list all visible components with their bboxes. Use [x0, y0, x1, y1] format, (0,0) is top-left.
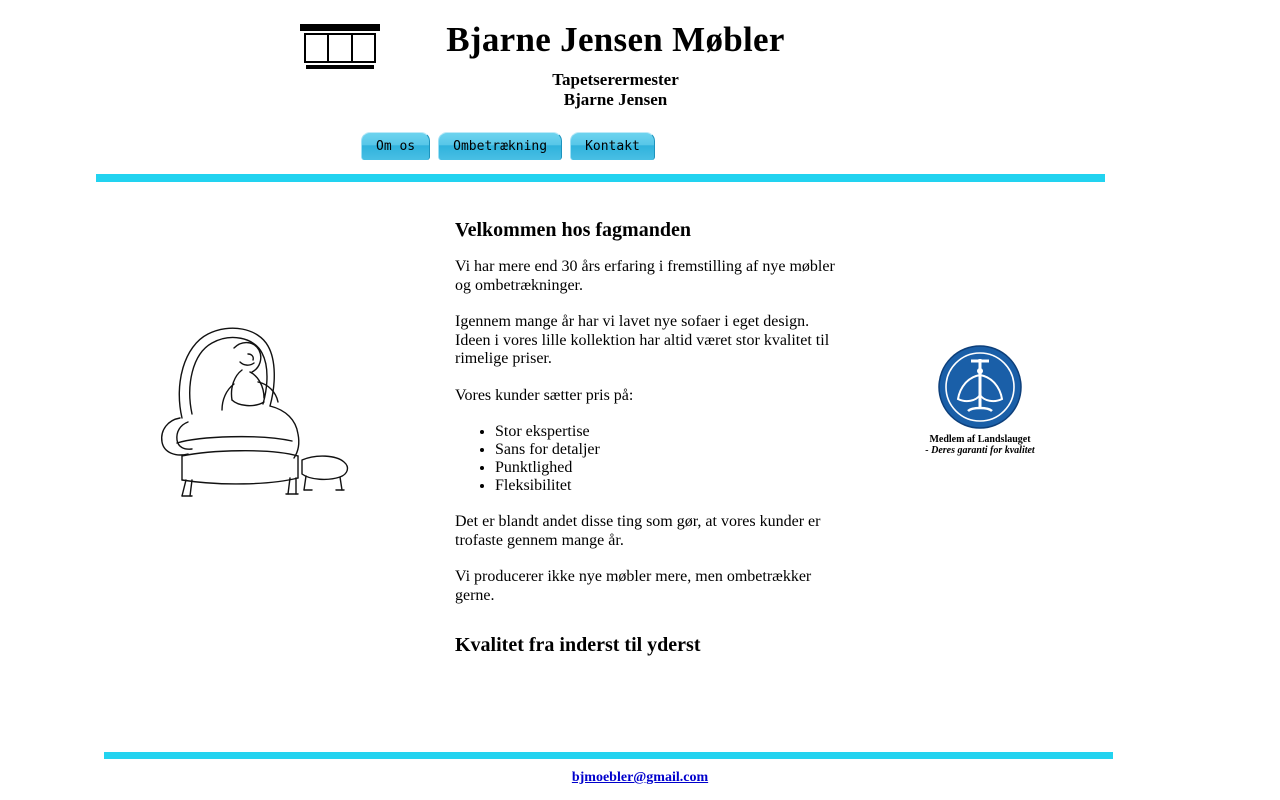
guild-seal-icon — [938, 345, 1022, 429]
main-content — [0, 190, 1280, 750]
list-item: • Sans for detaljer — [495, 441, 845, 459]
article-paragraph-4: Det er blandt andet disse ting som gør, at vores kunder er trofaste gennem mange år. — [455, 513, 821, 549]
article-paragraph-1: Vi har mere end 30 års erfaring i fremstilling af nye møbler og ombetrækninger. — [455, 258, 835, 294]
article-subheading: Kvalitet fra inderst til yderst — [455, 634, 701, 656]
email-link[interactable]: bjmoebler@gmail.com — [571, 770, 709, 785]
page-subtitle-profession: Tapetserermester — [552, 70, 679, 89]
main-navigation — [361, 132, 655, 160]
title-block — [0, 18, 1231, 110]
nav-item-ombetraekning[interactable]: Ombetrækning — [438, 132, 562, 160]
list-item: • Punktlighed — [495, 459, 845, 477]
page-subtitle-name: Bjarne Jensen — [563, 90, 668, 109]
guild-badge-caption — [880, 434, 1080, 456]
list-item: • Fleksibilitet — [495, 477, 845, 495]
footer-divider — [104, 752, 1113, 759]
site-header — [0, 0, 1280, 154]
page-title: Bjarne Jensen Møbler — [446, 20, 785, 59]
list-item: • Stor ekspertise — [495, 423, 845, 441]
header-divider — [96, 174, 1105, 182]
nav-item-om-os[interactable]: Om os — [361, 132, 430, 160]
footer — [0, 770, 1280, 786]
nav-item-kontakt[interactable]: Kontakt — [570, 132, 655, 160]
article-paragraph-3: Vores kunder sætter pris på: — [455, 386, 634, 404]
armchair-sketch-icon — [130, 310, 370, 510]
guild-caption-line-2: - Deres garanti for kvalitet — [925, 445, 1035, 456]
article-paragraph-2: Igennem mange år har vi lavet nye sofaer i eget design. Ideen i vores lille kollektion har altid været stor kvalitet til rimelige priser. — [455, 313, 830, 367]
guild-caption-line-1: Medlem af Landslauget — [929, 434, 1031, 445]
article-paragraph-5: Vi producerer ikke nye møbler mere, men ombetrækker gerne. — [455, 568, 812, 604]
article-body — [455, 218, 845, 657]
qualities-list — [455, 423, 845, 495]
article-heading: Velkommen hos fagmanden — [455, 219, 691, 241]
guild-badge — [880, 345, 1080, 456]
